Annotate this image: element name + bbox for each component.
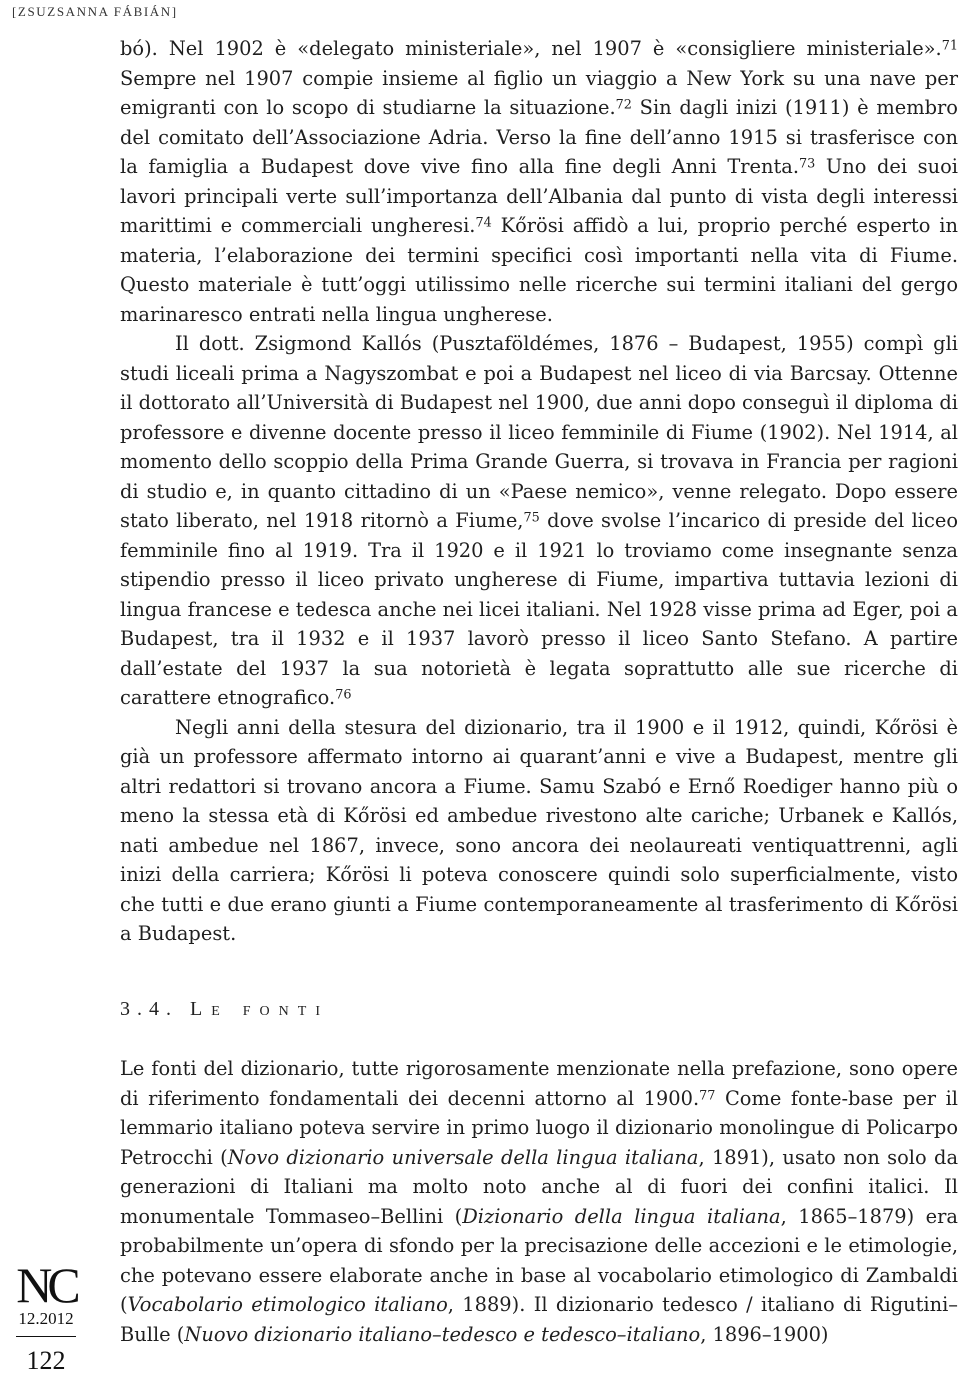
paragraph-le-fonti: Le fonti del dizionario, tutte rigorosamente menzionate nella prefazione, sono opere di riferimento fondamentali dei decenni attorno al 1900.77 Come fonte-base per il lemmario italiano poteva servire in primo luogo il dizionario monolingue di Policarpo Petrocchi (Novo dizionario universale della lingua italiana, 1891), usato non solo da generazioni di Italiani ma molto noto anche al di fuori dei confini italici. Il monumentale Tommaseo–Bellini (Dizionario della lingua italiana, 1865–1879) era probabilmente un’opera di sfondo per la precisazione delle accezioni e le etimologie, che potevano essere elaborate anche in base al vocabolario etimologico di Zambaldi (Vocabolario etimologico italiano, 1889). Il dizionario tedesco / italiano di Rigutini–Bulle (Nuovo dizionario italiano–tedesco e tedesco–italiano, 1896–1900) (120, 1057, 959, 1346)
page-number: 122 (26, 1346, 66, 1375)
footnote-ref-77[interactable]: 77 (699, 1088, 716, 1104)
title-tommaseo-bellini: Dizionario della lingua italiana (462, 1204, 781, 1228)
journal-mark: NC (16, 1257, 76, 1313)
paragraph-kallos: Il dott. Zsigmond Kallós (Pusztaföldémes, 1876 – Budapest, 1955) compì gli studi liceali prima a Nagyszombat e poi a Budapest nel liceo di via Barcsay. Ottenne il dottorato all’Università di Budapest nel 1900, due anni dopo conseguì il diploma di professore e divenne docente presso il liceo femminile di Fiume (1902). Nel 1914, al momento dello scoppio della Prima Grande Guerra, si trovava in Francia per ragioni di studio e, in quanto cittadino di un «Paese nemico», venne relegato. Dopo essere stato liberato, nel 1918 ritornò a Fiume,$^{75}$ dove svolse l’incarico di preside del liceo femminile fino al 1919. Tra il 1920 e il 1921 lo troviamo come insegnante senza stipendio presso il liceo privato ungherese di Fiume, impartiva tuttavia lezioni di lingua francese e tedesca anche nei licei italiani. Nel 1928 visse prima ad Eger, poi a Budapest, tra il 1932 e il 1937 lavorò presso il liceo Santo Stefano. A partire dall’estate del 1937 la sua notorietà è legata soprattutto alle sue ricerche di carattere etnografico.$^{76}$ (120, 332, 958, 709)
journal-issue: 12.2012 (18, 1309, 74, 1328)
body-text-top (120, 34, 958, 949)
section-title: Le fonti (190, 998, 329, 1020)
footnote-ref-76[interactable]: 76 (335, 687, 352, 703)
footnote-ref-74[interactable]: 74 (475, 215, 492, 231)
running-head: [ZSUZSANNA FÁBIÁN] (12, 4, 178, 19)
footnote-ref-72[interactable]: 72 (615, 97, 632, 113)
paragraph-fabian: bó). Nel 1902 è «delegato ministeriale», nel 1907 è «consigliere ministeriale».$^{71}$ Sempre nel 1907 compie insieme al figlio un viaggio a New York su una nave per emigranti con lo scopo di studiarne la situazione.$^{72}$ Sin dagli inizi (1911) è membro del comitato dell’Associazione Adria. Verso la fine dell’anno 1915 si trasferisce con la famiglia a Budapest dove vive fino alla fine degli Anni Trenta.$^{73}$ Uno dei suoi lavori principali verte sull’importanza dell’Albania dal punto di vista degli interessi marittimi e commerciali ungheresi.$^{74}$ Kőrösi affidò a lui, proprio perché esperto in materia, l’elaborazione dei termini specifici così importanti nella vita di Fiume. Questo materiale è tutt’oggi utilissimo nelle ricerche sui termini italiani del gergo marinaresco entrati nella lingua ungherese. (120, 37, 959, 326)
body-text-bottom (120, 1054, 958, 1349)
logo-divider (16, 1336, 76, 1337)
paragraph-negli-anni: Negli anni della stesura del dizionario, tra il 1900 e il 1912, quindi, Kőrösi è già un professore affermato intorno ai quarant’anni e vive a Budapest, mentre gli altri redattori si trovano ancora a Fiume. Samu Szabó e Ernő Roediger hanno più o meno la stessa età di Kőrösi ed ambedue rivestono alte cariche; Urbanek e Kallós, nati ambedue nel 1867, invece, sono ancora dei neolaureati ventiquattrenni, agli inizi della carriera; Kőrösi li poteva conoscere quindi solo superficialmente, visto che tutti e due erano giunti a Fiume contemporaneamente al trasferimento di Kőrösi a Budapest. (120, 715, 958, 945)
footnote-ref-71[interactable]: 71 (941, 38, 958, 54)
section-heading (120, 998, 329, 1021)
title-rigutini-bulle: Nuovo dizionario italiano–tedesco e tedesco–italiano (184, 1322, 701, 1346)
title-petrocchi: Novo dizionario universale della lingua italiana (227, 1145, 699, 1169)
journal-logo (10, 1257, 82, 1375)
section-number: 3.4. (120, 998, 178, 1020)
footnote-ref-73[interactable]: 73 (799, 156, 816, 172)
title-zambaldi: Vocabolario etimologico italiano (127, 1293, 448, 1316)
footnote-ref-75[interactable]: 75 (523, 510, 540, 526)
